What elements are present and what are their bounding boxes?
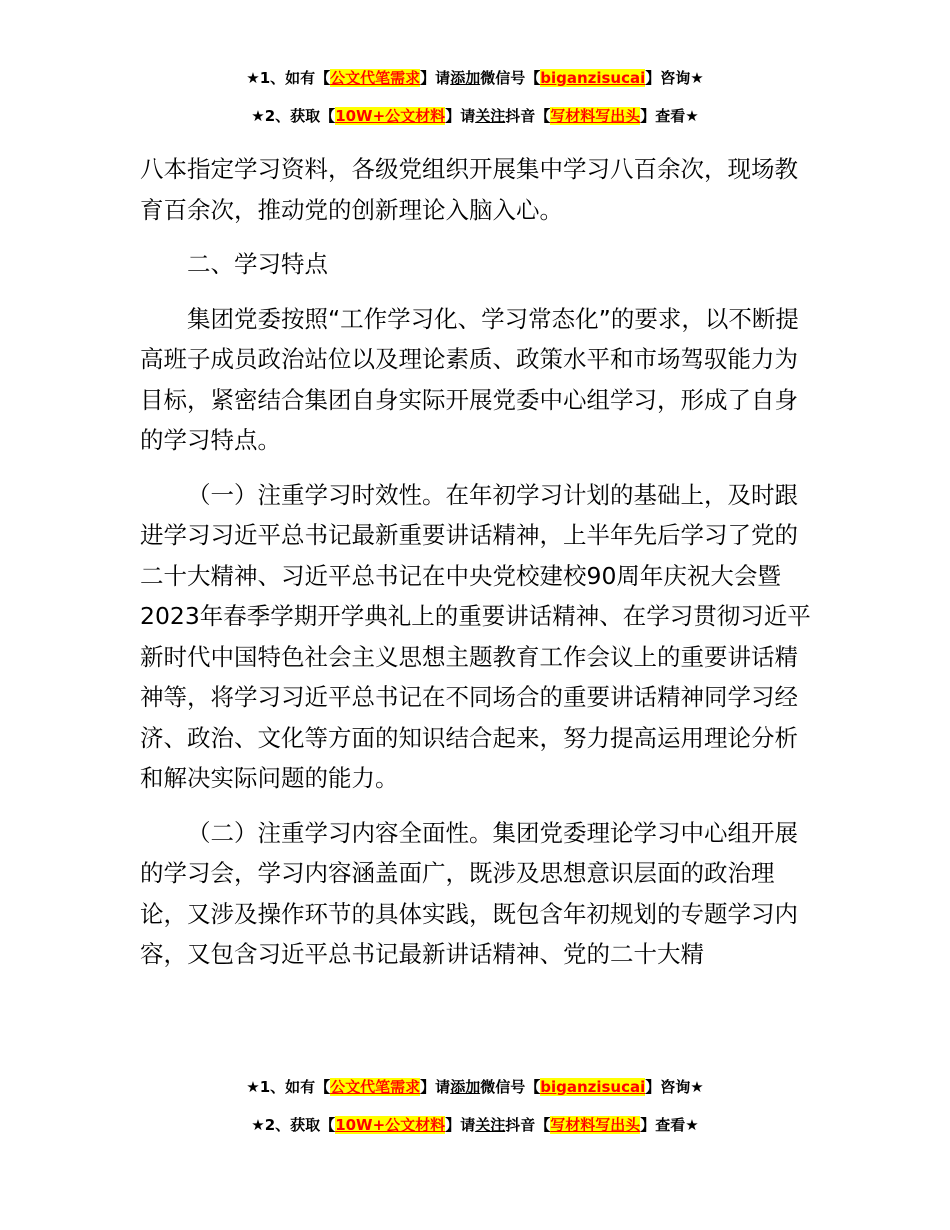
highlight-wechat-id: biganzisucai: [540, 1078, 646, 1096]
header-banner-line-1: [0, 68, 950, 88]
underlined-text: 添加: [450, 1078, 481, 1096]
highlight-materials: 10W+公文材料: [335, 1116, 446, 1134]
highlight-service: 公文代笔需求: [330, 69, 421, 87]
banner-text: 抖音【: [505, 1116, 551, 1134]
underlined-text: 添加: [450, 69, 481, 87]
highlight-service: 公文代笔需求: [330, 1078, 421, 1096]
banner-text: ★1、如有【: [246, 1078, 331, 1096]
banner-text: 】请: [420, 69, 451, 87]
footer-banner-line-2: [0, 1115, 950, 1135]
document-body: [140, 149, 815, 975]
paragraph-point-1: （一）注重学习时效性。在年初学习计划的基础上，及时跟进学习习近平总书记最新重要讲话精神，上半年先后学习了党的二十大精神、习近平总书记在中央党校建校90周年庆祝大会暨2023年春季学期开学典礼上的重要讲话精神、在学习贯彻习近平新时代中国特色社会主义思想主题教育工作会议上的重要讲话精神等，将学习习近平总书记在不同场合的重要讲话精神同学习经济、政治、文化等方面的知识结合起来，努力提高运用理论分析和解决实际问题的能力。: [140, 480, 811, 792]
banner-text: 抖音【: [505, 107, 551, 125]
banner-text: 】请: [445, 1116, 476, 1134]
section-heading: 二、学习特点: [187, 250, 328, 278]
banner-text: 】咨询★: [645, 69, 704, 87]
banner-text: 】请: [445, 107, 476, 125]
banner-text: 】咨询★: [645, 1078, 704, 1096]
paragraph-intro: 集团党委按照“工作学习化、学习常态化”的要求，以不断提高班子成员政治站位以及理论素质、政策水平和市场驾驭能力为目标，紧密结合集团自身实际开展党委中心组学习，形成了自身的学习特点。: [140, 304, 799, 454]
banner-text: ★2、获取【: [251, 107, 336, 125]
highlight-wechat-id: biganzisucai: [540, 69, 646, 87]
highlight-douyin-id: 写材料写出头: [550, 107, 641, 125]
banner-text: 】查看★: [640, 1116, 699, 1134]
banner-text: ★2、获取【: [251, 1116, 336, 1134]
underlined-text: 关注: [475, 107, 506, 125]
banner-text: 微信号【: [480, 1078, 541, 1096]
footer-banner-line-1: [0, 1077, 950, 1097]
underlined-text: 关注: [475, 1116, 506, 1134]
header-banner-line-2: [0, 106, 950, 126]
banner-text: ★1、如有【: [246, 69, 331, 87]
highlight-materials: 10W+公文材料: [335, 107, 446, 125]
highlight-douyin-id: 写材料写出头: [550, 1116, 641, 1134]
paragraph-point-2: （二）注重学习内容全面性。集团党委理论学习中心组开展的学习会，学习内容涵盖面广，既涉及思想意识层面的政治理论，又涉及操作环节的具体实践，既包含年初规划的专题学习内容，又包含习近平总书记最新讲话精神、党的二十大精: [140, 818, 798, 968]
banner-text: 】请: [420, 1078, 451, 1096]
banner-text: 】查看★: [640, 107, 699, 125]
paragraph-continuation: 八本指定学习资料，各级党组织开展集中学习八百余次，现场教育百余次，推动党的创新理论入脑入心。: [140, 155, 798, 224]
banner-text: 微信号【: [480, 69, 541, 87]
